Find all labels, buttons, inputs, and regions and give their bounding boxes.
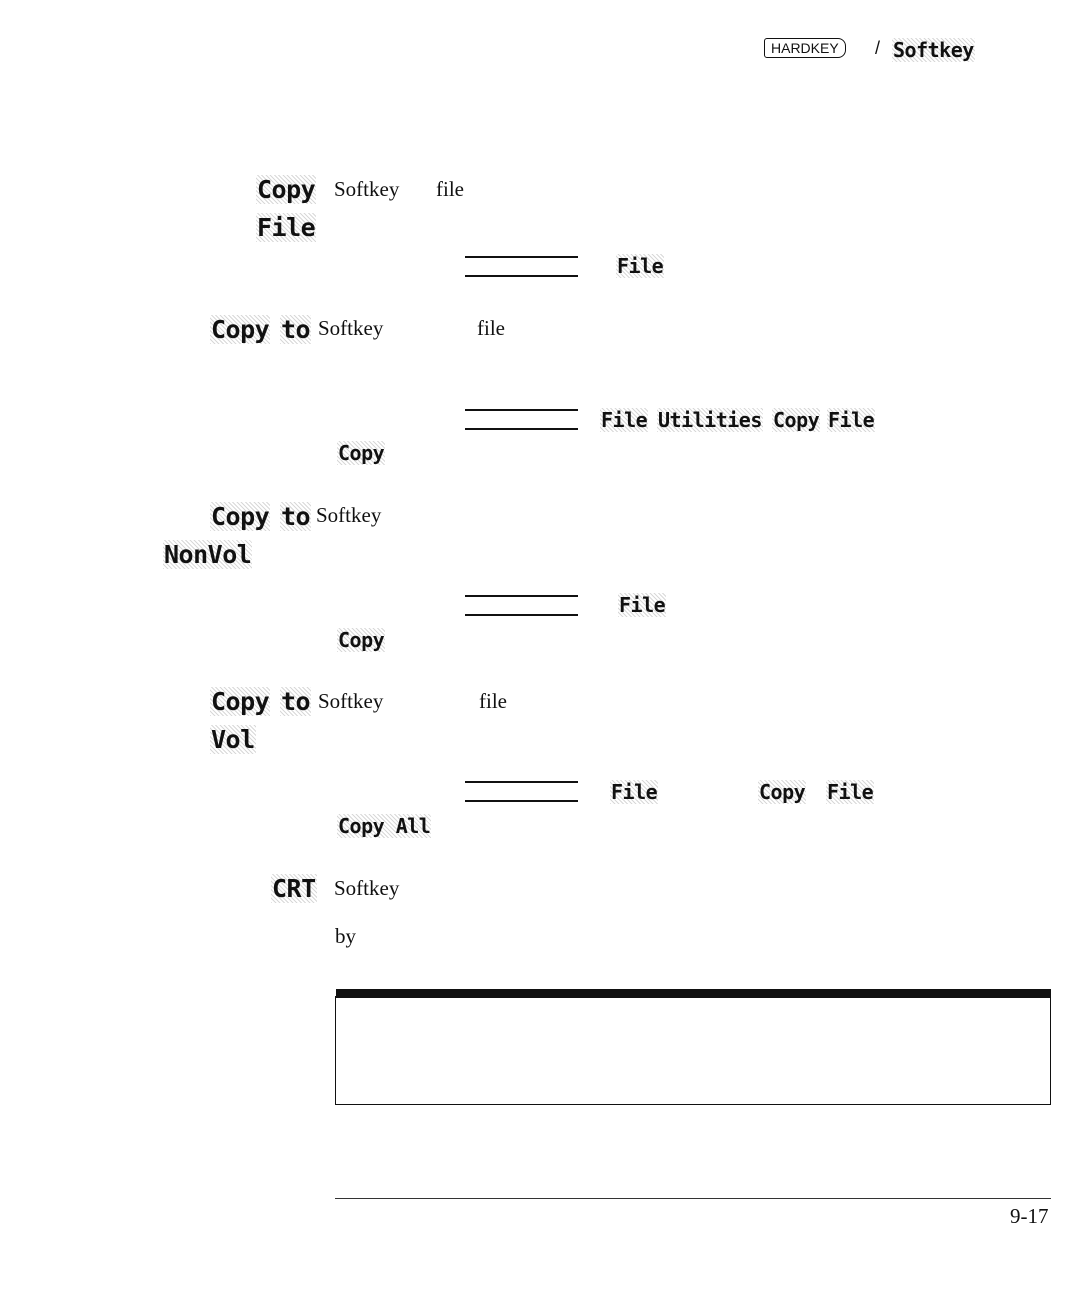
entry3-menu-file: File [619, 593, 666, 617]
entry4-menu-copy: Copy [759, 780, 806, 804]
entry2-softkey-to: to [281, 315, 311, 344]
softkey-copy-file-line2: File [257, 213, 316, 242]
entry3-softkey-nonvol: NonVol [164, 540, 252, 569]
entry3-rule-top [465, 595, 578, 597]
entry4-menu-file2: File [827, 780, 874, 804]
entry4-softkey-text: Softkey [318, 689, 384, 713]
entry5-softkey-crt: CRT [272, 874, 316, 903]
entry3-sub-copy: Copy [338, 628, 385, 652]
entry2-sub-copy: Copy [338, 441, 385, 465]
entry4-file-text: file [479, 689, 507, 713]
header-softkey: Softkey [893, 38, 974, 62]
entry1-rule-top [465, 256, 578, 258]
entry4-rule-top [465, 781, 578, 783]
footer-rule [335, 1198, 1051, 1199]
entry3-softkey-copy: Copy [211, 502, 270, 531]
entry2-rule-top [465, 409, 578, 411]
entry5-by-text: by [335, 924, 356, 948]
entry4-menu-file: File [611, 780, 658, 804]
entry2-menu-file: File [601, 408, 648, 432]
entry1-softkey-text: Softkey [334, 177, 400, 201]
entry3-softkey-to: to [281, 502, 311, 531]
entry2-menu-copy: Copy [773, 408, 820, 432]
entry1-file-text: file [436, 177, 464, 201]
note-box [335, 996, 1051, 1105]
entry3-rule-bottom [465, 614, 578, 616]
entry2-rule-bottom [465, 428, 578, 430]
entry4-sub-copy-all: Copy All [338, 814, 431, 838]
entry5-softkey-text: Softkey [334, 876, 400, 900]
entry3-softkey-text: Softkey [316, 503, 382, 527]
entry1-rule-bottom [465, 275, 578, 277]
header-separator: / [875, 38, 881, 58]
entry1-menu-file: File [617, 254, 664, 278]
softkey-copy-file-line1: Copy [257, 175, 316, 204]
entry2-file-text: file [477, 316, 505, 340]
entry2-softkey-copy: Copy [211, 315, 270, 344]
entry2-menu-utilities: Utilities [658, 408, 762, 432]
entry2-menu-file2: File [828, 408, 875, 432]
hardkey-label: HARDKEY [764, 38, 846, 58]
page-number: 9-17 [1010, 1204, 1049, 1228]
entry4-softkey-vol: Vol [211, 725, 255, 754]
entry4-softkey-to: to [281, 687, 311, 716]
entry4-softkey-copy: Copy [211, 687, 270, 716]
entry4-rule-bottom [465, 800, 578, 802]
entry2-softkey-text: Softkey [318, 316, 384, 340]
